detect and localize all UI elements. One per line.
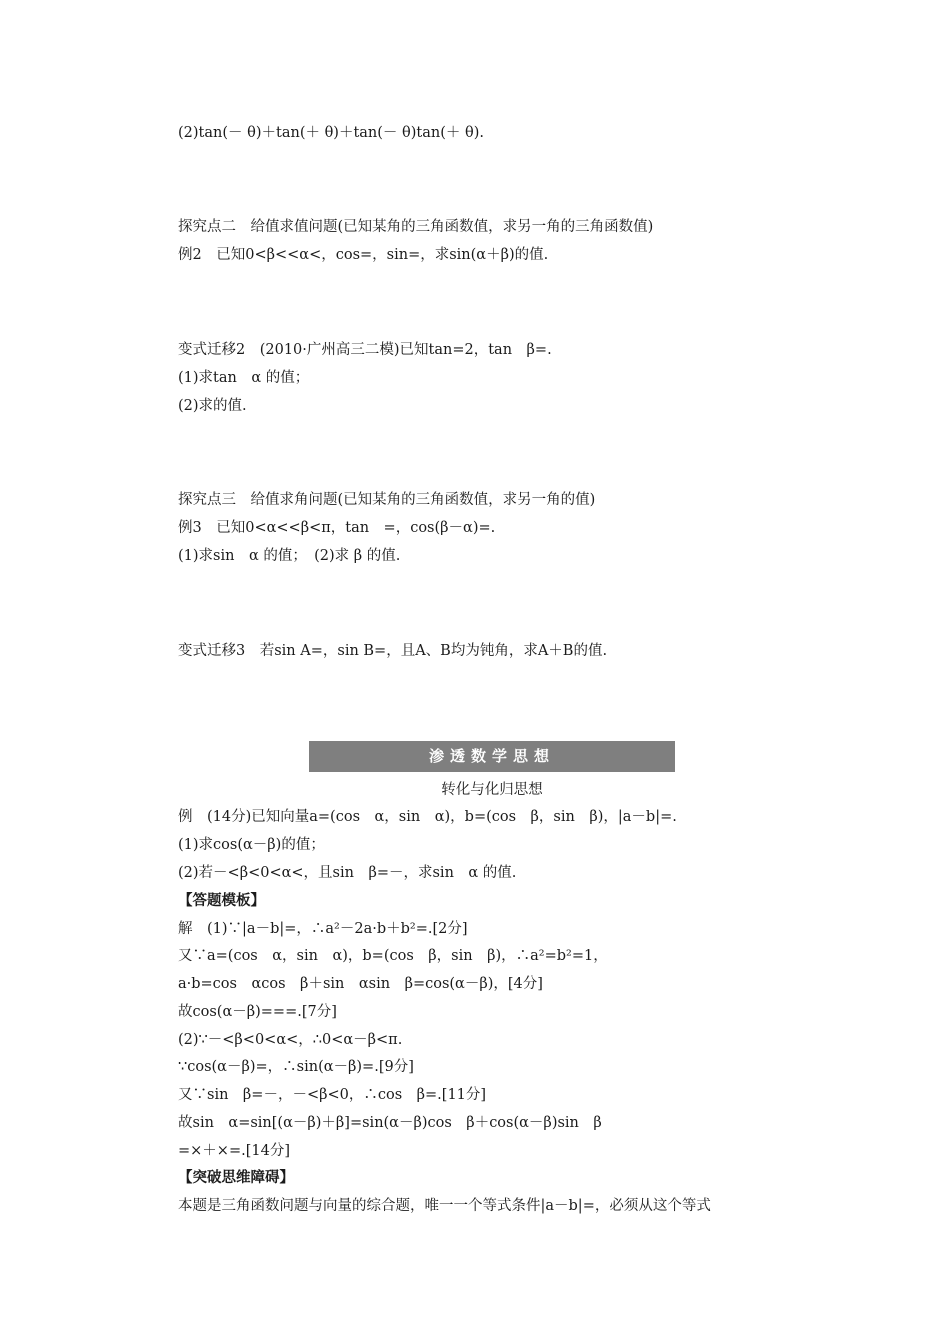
section-banner: 渗透数学思想	[309, 741, 675, 772]
text-line: 例2 已知0<β<<α<，cos=，sin=，求sin(α＋β)的值.	[178, 247, 549, 263]
section-heading: 探究点三 给值求角问题(已知某角的三角函数值，求另一角的值)	[178, 492, 596, 508]
text-line: 又∵a=(cos α，sin α)，b=(cos β，sin β)，∴a²=b²=1，	[178, 948, 608, 964]
subsection-title: 转化与化归思想	[441, 782, 543, 798]
text-line: 本题是三角函数问题与向量的综合题，唯一一个等式条件|a－b|=，必须从这个等式	[178, 1198, 711, 1214]
text-line: (2)tan(－ θ)＋tan(＋ θ)＋tan(－ θ)tan(＋ θ).	[178, 125, 485, 141]
text-line: a·b=cos αcos β＋sin αsin β=cos(α－β)，[4分]	[178, 976, 543, 992]
text-line: 故sin α=sin[(α－β)＋β]=sin(α－β)cos β＋cos(α－β)sin β	[178, 1115, 602, 1131]
text-line: 变式迁移2 (2010·广州高三二模)已知tan=2，tan β=.	[178, 342, 552, 358]
section-heading: 探究点二 给值求值问题(已知某角的三角函数值，求另一角的三角函数值)	[178, 219, 654, 235]
text-line: (2)∵－<β<0<α<，∴0<α－β<π.	[178, 1032, 403, 1048]
text-line: 例3 已知0<α<<β<π，tan =，cos(β－α)=.	[178, 520, 496, 536]
text-line: (1)求cos(α－β)的值；	[178, 837, 325, 853]
text-line: 又∵sin β=－，－<β<0，∴cos β=.[11分]	[178, 1087, 487, 1103]
text-line: =×＋×=.[14分]	[178, 1143, 290, 1159]
text-line: 故cos(α－β)===.[7分]	[178, 1004, 337, 1020]
text-line: (1)求sin α 的值； (2)求 β 的值.	[178, 548, 401, 564]
section-label: 【突破思维障碍】	[178, 1169, 294, 1186]
text-line: 解 (1)∵|a－b|=，∴a²－2a·b＋b²=.[2分]	[178, 921, 468, 937]
text-line: ∵cos(α－β)=，∴sin(α－β)=.[9分]	[178, 1059, 414, 1075]
section-label: 【答题模板】	[178, 892, 265, 909]
text-line: 例 (14分)已知向量a=(cos α，sin α)，b=(cos β，sin β)，|a－b|=.	[178, 809, 677, 825]
text-line: 变式迁移3 若sin A=，sin B=，且A、B均为钝角，求A＋B的值.	[178, 643, 608, 659]
text-line: (2)求的值.	[178, 398, 247, 414]
text-line: (2)若－<β<0<α<，且sin β=－，求sin α 的值.	[178, 865, 517, 881]
text-line: (1)求tan α 的值；	[178, 370, 310, 386]
